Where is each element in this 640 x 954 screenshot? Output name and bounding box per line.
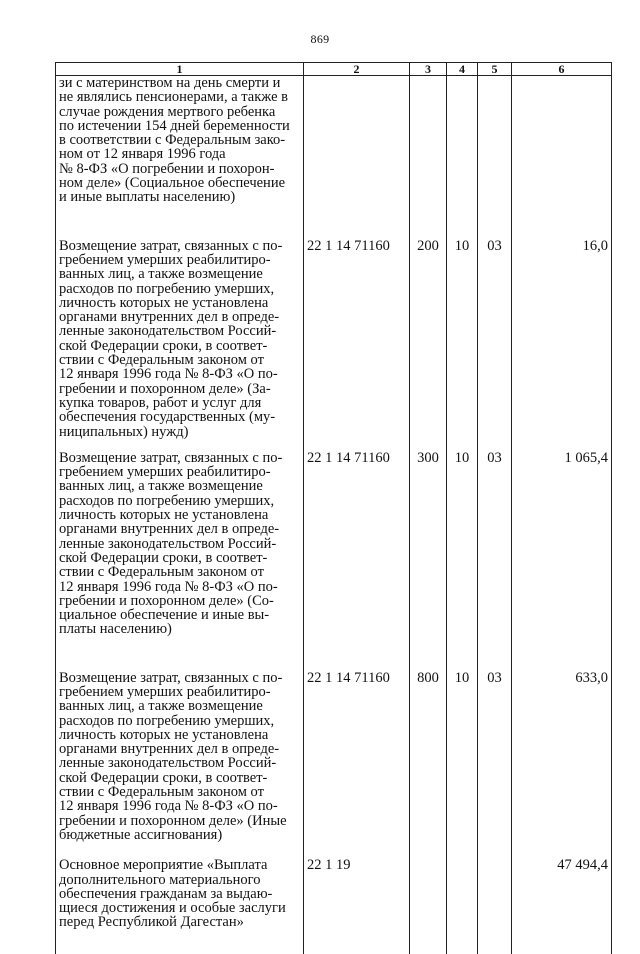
description-line: личность которых не установлена xyxy=(59,728,300,742)
row-section: 10 xyxy=(447,451,478,671)
row-expense-type xyxy=(410,76,447,239)
row-amount xyxy=(512,76,612,239)
row-expense-type: 800 xyxy=(410,671,447,859)
description-line: Возмещение затрат, связанных с по- xyxy=(59,239,300,253)
description-line: платы населению) xyxy=(59,622,300,636)
row-amount: 1 065,4 xyxy=(512,451,612,671)
description-line: ствии с Федеральным законом от xyxy=(59,565,300,579)
description-line: циальное обеспечение и иные вы- xyxy=(59,608,300,622)
row-subsection xyxy=(478,858,512,954)
row-subsection xyxy=(478,76,512,239)
header-row xyxy=(56,63,612,76)
description-line: № 8-ФЗ «О погребении и похорон- xyxy=(59,162,300,176)
description-line: ской Федерации сроки, в соответ- xyxy=(59,551,300,565)
description-line: гребении и похоронном деле» (Иные xyxy=(59,814,300,828)
description-line: ленные законодательством Россий- xyxy=(59,537,300,551)
row-description xyxy=(56,671,304,859)
description-line: зи с материнством на день смерти и xyxy=(59,76,300,90)
row-section xyxy=(447,76,478,239)
row-target-code: 22 1 14 71160 xyxy=(304,451,410,671)
description-line: расходов по погребению умерших, xyxy=(59,494,300,508)
description-line: гребением умерших реабилитиро- xyxy=(59,465,300,479)
description-line: купка товаров, работ и услуг для xyxy=(59,396,300,410)
description-line: ствии с Федеральным законом от xyxy=(59,785,300,799)
description-line: ской Федерации сроки, в соответ- xyxy=(59,339,300,353)
description-line: ном от 12 января 1996 года xyxy=(59,147,300,161)
description-line: дополнительного материального xyxy=(59,873,300,887)
description-line: 12 января 1996 года № 8-ФЗ «О по- xyxy=(59,367,300,381)
description-line: Возмещение затрат, связанных с по- xyxy=(59,451,300,465)
description-line: Возмещение затрат, связанных с по- xyxy=(59,671,300,685)
row-target-code xyxy=(304,76,410,239)
table-row xyxy=(56,451,612,671)
description-line: ванных лиц, а также возмещение xyxy=(59,479,300,493)
row-description xyxy=(56,76,304,239)
description-line: расходов по погребению умерших, xyxy=(59,714,300,728)
row-amount: 47 494,4 xyxy=(512,858,612,954)
row-target-code: 22 1 14 71160 xyxy=(304,671,410,859)
description-line: гребении и похоронном деле» (За- xyxy=(59,382,300,396)
table-header xyxy=(56,63,612,76)
description-line: ванных лиц, а также возмещение xyxy=(59,267,300,281)
row-subsection: 03 xyxy=(478,239,512,451)
description-line: и иные выплаты населению) xyxy=(59,190,300,204)
row-expense-type: 300 xyxy=(410,451,447,671)
row-amount: 16,0 xyxy=(512,239,612,451)
description-line: личность которых не установлена xyxy=(59,508,300,522)
header-col-3: 3 xyxy=(410,63,447,76)
description-line: личность которых не установлена xyxy=(59,296,300,310)
description-line: ванных лиц, а также возмещение xyxy=(59,699,300,713)
description-line: ниципальных) нужд) xyxy=(59,425,300,439)
description-line: 12 января 1996 года № 8-ФЗ «О по- xyxy=(59,580,300,594)
description-line: по истечении 154 дней беременности xyxy=(59,119,300,133)
description-line: Основное мероприятие «Выплата xyxy=(59,858,300,872)
description-line: органами внутренних дел в опреде- xyxy=(59,310,300,324)
table-row xyxy=(56,858,612,954)
row-target-code: 22 1 14 71160 xyxy=(304,239,410,451)
row-description xyxy=(56,239,304,451)
row-description xyxy=(56,451,304,671)
description-line: ленные законодательством Россий- xyxy=(59,756,300,770)
description-line: органами внутренних дел в опреде- xyxy=(59,522,300,536)
table-body xyxy=(56,76,612,954)
row-amount: 633,0 xyxy=(512,671,612,859)
row-section: 10 xyxy=(447,239,478,451)
header-col-5: 5 xyxy=(478,63,512,76)
table-row xyxy=(56,671,612,859)
table-row xyxy=(56,76,612,239)
row-subsection: 03 xyxy=(478,451,512,671)
row-target-code: 22 1 19 xyxy=(304,858,410,954)
header-col-1: 1 xyxy=(56,63,304,76)
description-line: в соответствии с Федеральным зако- xyxy=(59,133,300,147)
description-line: случае рождения мертвого ребенка xyxy=(59,105,300,119)
row-description xyxy=(56,858,304,954)
description-line: не являлись пенсионерами, а также в xyxy=(59,90,300,104)
description-line: расходов по погребению умерших, xyxy=(59,282,300,296)
description-line: 12 января 1996 года № 8-ФЗ «О по- xyxy=(59,799,300,813)
description-line: щиеся достижения и особые заслуги xyxy=(59,901,300,915)
description-line: гребением умерших реабилитиро- xyxy=(59,685,300,699)
header-col-4: 4 xyxy=(447,63,478,76)
description-line: ленные законодательством Россий- xyxy=(59,324,300,338)
page-number: 869 xyxy=(0,32,640,47)
row-expense-type xyxy=(410,858,447,954)
header-col-6: 6 xyxy=(512,63,612,76)
description-line: ской Федерации сроки, в соответ- xyxy=(59,771,300,785)
row-section: 10 xyxy=(447,671,478,859)
description-line: обеспечения гражданам за выдаю- xyxy=(59,887,300,901)
description-line: органами внутренних дел в опреде- xyxy=(59,742,300,756)
description-line: ствии с Федеральным законом от xyxy=(59,353,300,367)
header-col-2: 2 xyxy=(304,63,410,76)
description-line: гребением умерших реабилитиро- xyxy=(59,253,300,267)
table-row xyxy=(56,239,612,451)
row-section xyxy=(447,858,478,954)
description-line: бюджетные ассигнования) xyxy=(59,828,300,842)
description-line: обеспечения государственных (му- xyxy=(59,410,300,424)
row-expense-type: 200 xyxy=(410,239,447,451)
description-line: перед Республикой Дагестан» xyxy=(59,915,300,929)
description-line: гребении и похоронном деле» (Со- xyxy=(59,594,300,608)
budget-table xyxy=(55,62,612,954)
description-line: ном деле» (Социальное обеспечение xyxy=(59,176,300,190)
row-subsection: 03 xyxy=(478,671,512,859)
